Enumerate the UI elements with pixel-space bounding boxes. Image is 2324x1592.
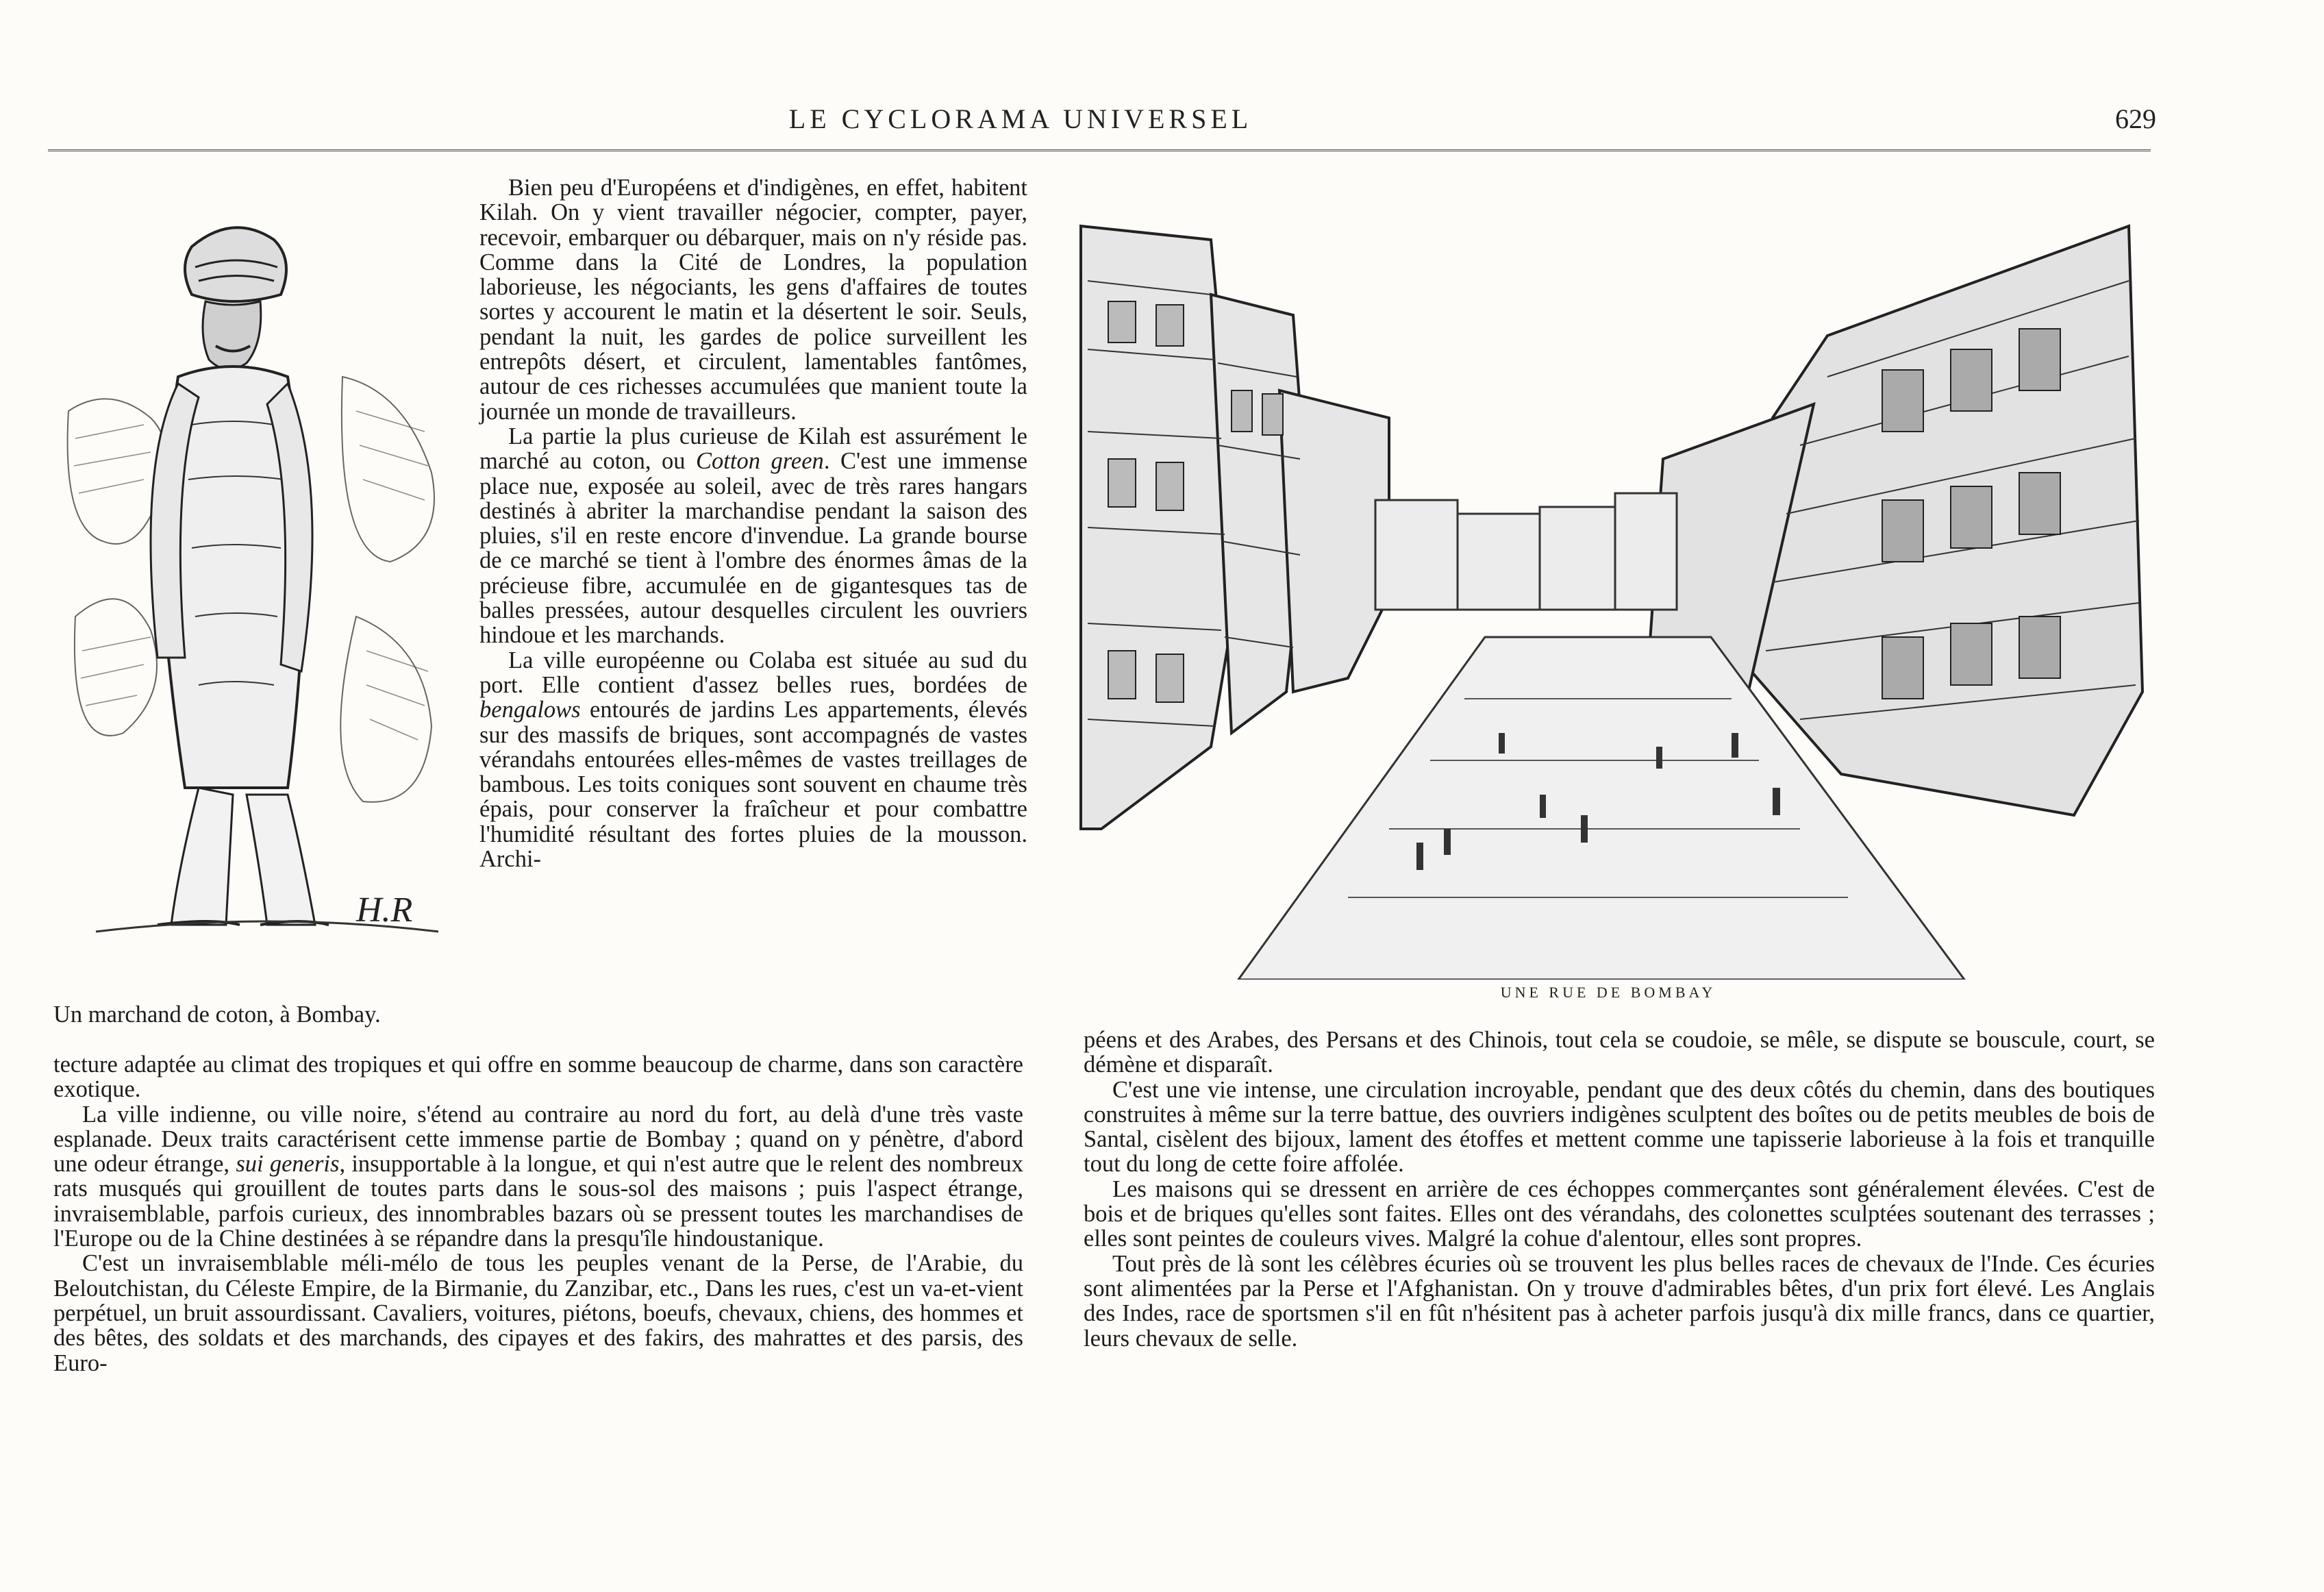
merchant-engraving [55,206,452,958]
header-rule [48,149,2151,151]
paragraph: La partie la plus curieuse de Kilah est assurément le marché au coton, ou Cotton green. C'est une immense place nue, exposée au soleil, avec de très rares hangars destinés à abriter la marchandise pendant la saison des pluies, s'il en reste encore d'invendue. La grande bourse de ce marché se tient à l'ombre des énormes âmas de la précieuse fibre, accumulée en de gigantesques tas de balles pressées, autour desquelles circulent les ouvriers hindoue et les marchands. [479,423,1028,649]
running-header: LE CYCLORAMA UNIVERSEL [788,103,1253,134]
merchant-caption: Un marchand de coton, à Bombay. [53,1002,381,1028]
paragraph: Tout près de là sont les célèbres écuries où se trouvent les plus belles races de chevaux de l'Inde. Ces écuries sont alimentées par la Perse et l'Afghanistan. On y trouve d'admirables bêtes, d'un prix fort élevé. Les Anglais des Indes, race de sportsmen s'il en fût n'hésitent pas à acheter parfois jusqu'à dix mille francs, dans ce quartier, leurs chevaux de selle. [1084,1250,2155,1352]
paragraph-continuation: péens et des Arabes, des Persans et des Chinois, tout cela se coudoie, se mêle, se dispute se bouscule, court, se démène et disparaît. [1084,1027,2155,1078]
text-column-right [1084,1028,2155,1351]
merchant-illustration [55,206,452,958]
paragraph-continuation: tecture adaptée au climat des tropiques et qui offre en somme beaucoup de charme, dans son caractère exotique. [53,1052,1023,1103]
paragraph: C'est une vie intense, une circulation incroyable, pendant que des deux côtés du chemin, dans des boutiques construites à même sur la terre battue, des ouvriers indigènes sculptent des boîtes ou de petits meubles de bois de Santal, cisèlent des bijoux, lament des étoffes et mettent comme une tapisserie laborieuse à la fois et tranquille tout du long de cette foire affolée. [1084,1076,2155,1178]
paragraph: La ville européenne ou Colaba est située au sud du port. Elle contient d'assez belles rues, bordées de bengalows entourés de jardins Les appartements, élevés sur des massifs de briques, sont accompagnés de vastes vérandahs entourées elles-mêmes de vastes treillages de bambous. Les toits coniques sont souvent en chaume très épais, pour conserver la fraîcheur et pour combattre l'humidité résultant des fortes pluies de la mousson. Archi- [479,647,1027,873]
street-illustration [1060,212,2156,980]
paragraph: C'est un invraisemblable méli-mélo de tous les peuples venant de la Perse, de l'Arabie, du Beloutchistan, du Céleste Empire, de la Birmanie, du Zanzibar, etc., Dans les rues, c'est un va-et-vient perpétuel, un bruit assourdissant. Cavaliers, voitures, piétons, boeufs, chevaux, chiens, des hommes et des bêtes, des soldats et des marchands, des cipayes et des fakirs, des mahrattes et des parsis, des Euro- [53,1250,1023,1376]
paragraph: La ville indienne, ou ville noire, s'étend au contraire au nord du fort, au delà d'une très vaste esplanade. Deux traits caractérisent cette immense partie de Bombay ; quand on y pénètre, d'abord une odeur étrange, sui generis, insupportable à la longue, et qui n'est autre que le relent des nombreux rats musqués qui grouillent de toutes parts dans le sous-sol des maisons ; puis l'aspect étrange, invraisemblable, parfois curieux, des innombrables bazars où se pressent toutes les marchandises de l'Europe ou de la Chine destinées à se répandre dans la presqu'île hindoustanique. [53,1101,1023,1252]
text-column-lower-left [53,1052,1023,1376]
paragraph: Bien peu d'Européens et d'indigènes, en effet, habitent Kilah. On y vient travailler négocier, compter, payer, recevoir, embarquer ou débarquer, mais on n'y réside pas. Comme dans la Cité de Londres, la population laborieuse, les négociants, les gens d'affaires de toutes sortes y accourent le matin et la désertent le soir. Seuls, pendant la nuit, les gardes de police surveillent les entrepôts désert, et circulent, lamentables fantômes, autour de ces richesses accumulées que manient toute la journée un monde de travailleurs. [479,175,1027,425]
paragraph: Les maisons qui se dressent en arrière de ces échoppes commerçantes sont généralement élevées. C'est de bois et de briques qu'elles sont faites. Elles ont des vérandahs, des colonettes sculptées soutenant des terrasses ; elles sont peintes de couleurs vives. Malgré la cohue d'alentour, elles sont propres. [1084,1176,2155,1252]
text-column-upper [479,175,1027,871]
street-caption: UNE RUE DE BOMBAY [1500,984,1716,1001]
artist-signature: H.R [356,891,413,930]
page-number: 629 [2115,103,2156,134]
street-engraving [1060,212,2156,980]
